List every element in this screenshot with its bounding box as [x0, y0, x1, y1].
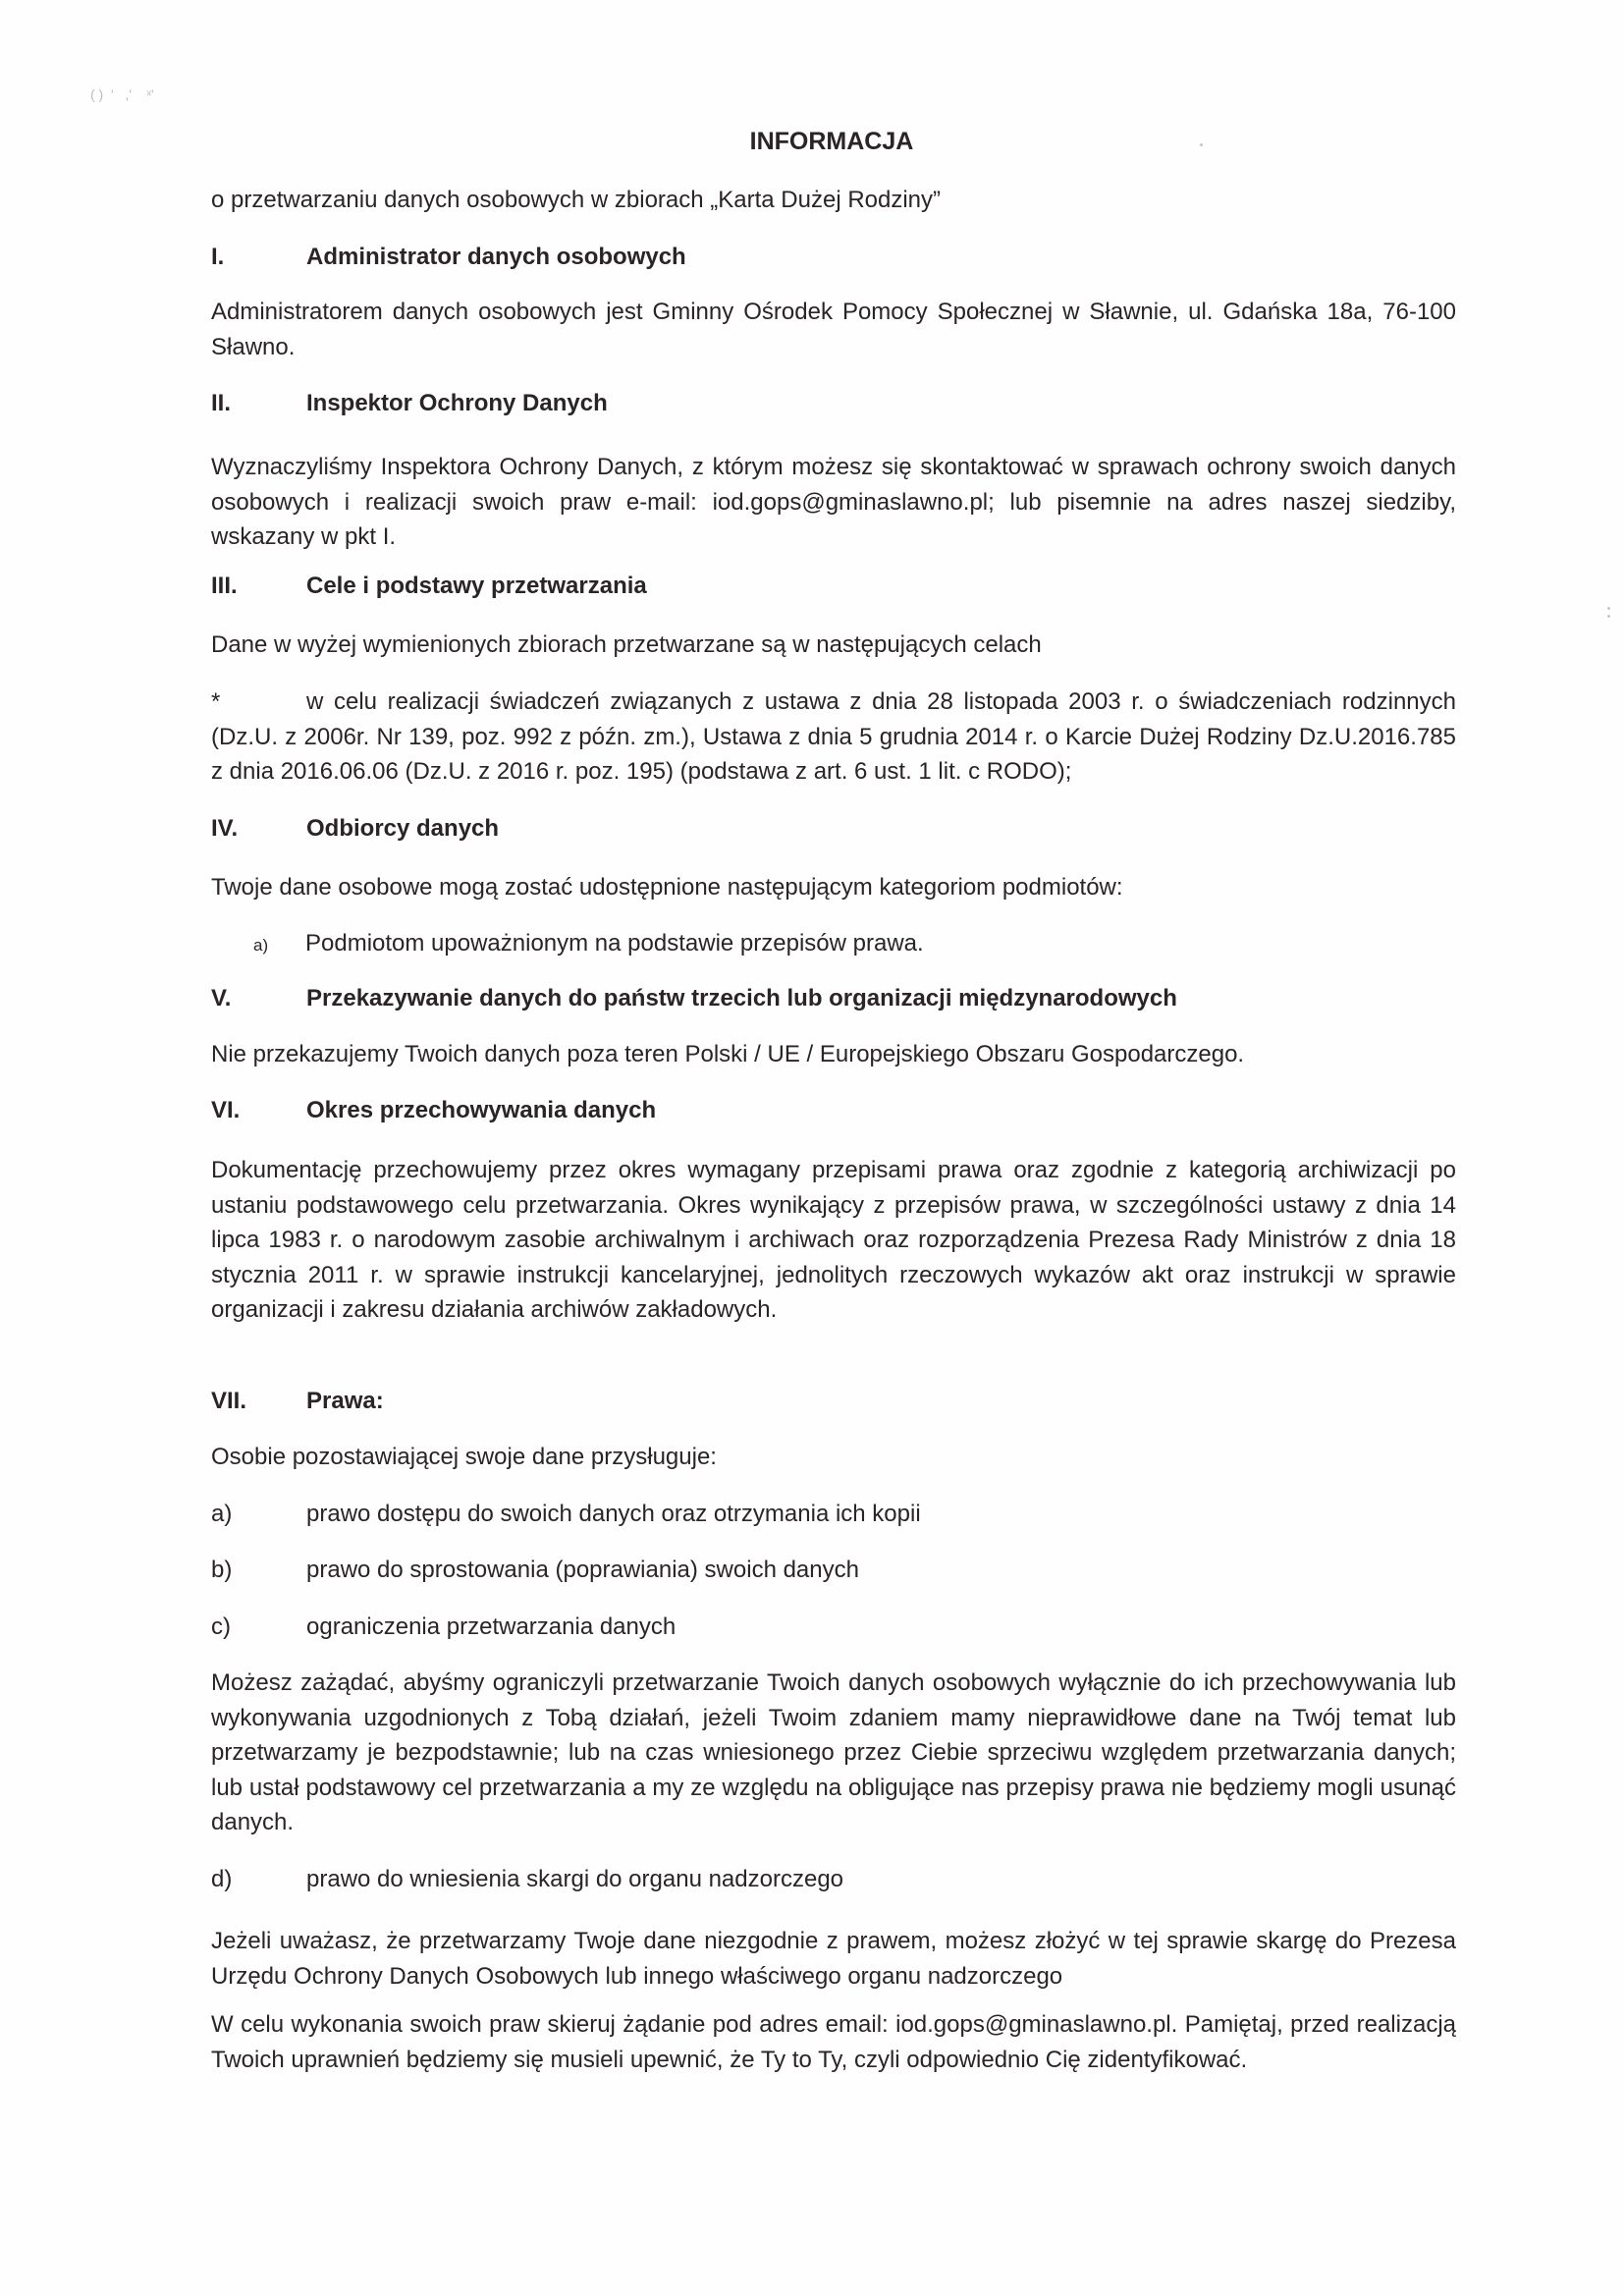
- list-item-text: prawo do wniesienia skargi do organu nadzorczego: [306, 1866, 844, 1892]
- document-subtitle: o przetwarzaniu danych osobowych w zbiorach „Karta Dużej Rodziny”: [211, 187, 942, 213]
- section-body-ii: Wyznaczyliśmy Inspektora Ochrony Danych, z którym możesz się skontaktować w sprawach ochrony swoich danych osobowych i realizacji swoich praw e-mail: iod.gops@gminaslawno.pl; lub pisemnie na adres naszej siedziby, wskazany w pkt I.: [211, 454, 1456, 550]
- right-item-c: [211, 1613, 676, 1641]
- section-body-vi: Dokumentację przechowujemy przez okres wymagany przepisami prawa oraz zgodnie z kategorią archiwizacji po ustaniu podstawowego celu przetwarzania. Okres wynikający z przepisów prawa, w szczególności ustawy z dnia 14 lipca 1983 r. o narodowym zasobie archiwalnym i archiwach oraz rozporządzenia Prezesa Rady Ministrów z dnia 18 stycznia 2011 r. w sprawie instrukcji kancelaryjnej, jednolitych rzeczowych wykazów akt oraz instrukcji w sprawie organizacji i zakresu działania archiwów zakładowych.: [211, 1157, 1456, 1323]
- section-intro-vii: Osobie pozostawiającej swoje dane przysługuje:: [211, 1444, 717, 1470]
- list-marker: b): [211, 1557, 233, 1583]
- right-item-b: [211, 1557, 859, 1584]
- section-title: Prawa:: [306, 1388, 384, 1414]
- section-intro-iv: Twoje dane osobowe mogą zostać udostępnione następującym kategoriom podmiotów:: [211, 874, 1123, 901]
- scan-speck: [1607, 615, 1610, 618]
- section-heading-iv: [211, 815, 499, 843]
- scan-artifact: ( ) ' ,' ˣ': [90, 86, 154, 102]
- section-heading-i: [211, 244, 686, 271]
- section-number: VII.: [211, 1388, 247, 1414]
- list-item-text: prawo do sprostowania (poprawiania) swoich danych: [306, 1557, 859, 1583]
- purpose-text: w celu realizacji świadczeń związanych z ustawa z dnia 28 listopada 2003 r. o świadczeniach rodzinnych (Dz.U. z 2006r. Nr 139, poz. 992 z późn. zm.), Ustawa z dnia 5 grudnia 2014 r. o Karcie Dużej Rodziny Dz.U.2016.785 z dnia 2016.06.06 (Dz.U. z 2016 r. poz. 195) (podstawa z art. 6 ust. 1 lit. c RODO);: [211, 688, 1456, 785]
- list-item-text: Podmiotom upoważnionym na podstawie przepisów prawa.: [305, 930, 924, 957]
- section-title: Inspektor Ochrony Danych: [306, 390, 608, 416]
- list-marker: a): [253, 936, 269, 955]
- section-title: Przekazywanie danych do państw trzecich lub organizacji międzynarodowych: [306, 985, 1177, 1011]
- section-title: Administrator danych osobowych: [306, 244, 686, 270]
- asterisk-bullet-icon: *: [211, 688, 221, 715]
- section-heading-ii: [211, 390, 608, 417]
- right-item-a: [211, 1501, 921, 1528]
- section-number: VI.: [211, 1097, 241, 1123]
- section-title: Okres przechowywania danych: [306, 1097, 657, 1123]
- section-heading-v: [211, 985, 1177, 1012]
- right-item-d: [211, 1866, 843, 1893]
- section-number: V.: [211, 985, 232, 1011]
- section-number: IV.: [211, 815, 239, 842]
- section-heading-iii: [211, 573, 647, 600]
- section-number: II.: [211, 390, 232, 416]
- section-heading-vi: [211, 1097, 656, 1124]
- section-number: I.: [211, 244, 225, 270]
- purpose-bullet: [211, 684, 1456, 790]
- section-title: Cele i podstawy przetwarzania: [306, 573, 647, 599]
- document-title: INFORMACJA: [749, 128, 914, 155]
- list-marker: d): [211, 1866, 233, 1892]
- section-body-i: Administratorem danych osobowych jest Gminny Ośrodek Pomocy Społecznej w Sławnie, ul. Gdańska 18a, 76-100 Sławno.: [211, 299, 1456, 360]
- section-number: III.: [211, 573, 238, 599]
- recipient-item-a: [253, 930, 924, 957]
- list-item-text: prawo dostępu do swoich danych oraz otrzymania ich kopii: [306, 1501, 921, 1527]
- list-marker: c): [211, 1613, 231, 1640]
- scan-speck: [1607, 607, 1610, 610]
- section-heading-vii: [211, 1388, 384, 1415]
- restriction-note: Możesz zażądać, abyśmy ograniczyli przetwarzanie Twoich danych osobowych wyłącznie do ich przechowywania lub wykonywania uzgodnionych z Tobą działań, jeżeli Twoim zdaniem mamy nieprawidłowe dane na Twój temat lub przetwarzamy je bezpodstawnie; lub na czas wniesionego przez Ciebie sprzeciwu względem przetwarzania danych; lub ustał podstawowy cel przetwarzania a my ze względu na obligujące nas przepisy prawa nie będziemy mogli usunąć danych.: [211, 1669, 1456, 1835]
- section-intro-iii: Dane w wyżej wymienionych zbiorach przetwarzane są w następujących celach: [211, 631, 1042, 658]
- complaint-note: Jeżeli uważasz, że przetwarzamy Twoje dane niezgodnie z prawem, możesz złożyć w tej sprawie skargę do Prezesa Urzędu Ochrony Danych Osobowych lub innego właściwego organu nadzorczego: [211, 1928, 1456, 1990]
- contact-note: W celu wykonania swoich praw skieruj żądanie pod adres email: iod.gops@gminaslawno.pl. Pamiętaj, przed realizacją Twoich uprawnień będziemy się musieli upewnić, że Ty to Ty, czyli odpowiednio Cię zidentyfikować.: [211, 2011, 1456, 2073]
- section-body-v: Nie przekazujemy Twoich danych poza teren Polski / UE / Europejskiego Obszaru Gospodarczego.: [211, 1041, 1245, 1067]
- list-marker: a): [211, 1501, 233, 1527]
- list-item-text: ograniczenia przetwarzania danych: [306, 1613, 677, 1640]
- section-title: Odbiorcy danych: [306, 815, 500, 842]
